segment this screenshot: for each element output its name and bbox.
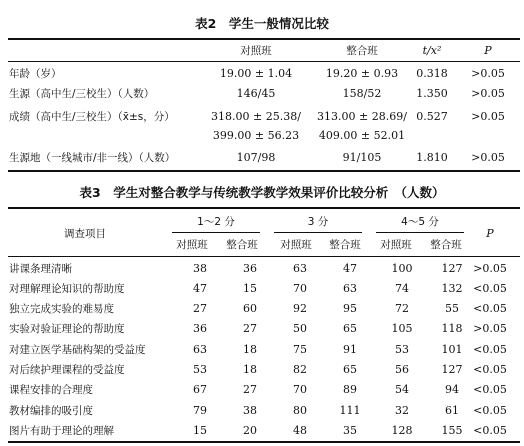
table3-subheader: 对照班 <box>280 239 312 251</box>
table2-cell-p: >0.05 <box>471 87 505 100</box>
table3-bottom-rule <box>8 441 520 443</box>
table3-cell: 55 <box>445 302 459 315</box>
table3-row-label: 对理解理论知识的帮助度 <box>9 283 125 295</box>
table3-cell: 82 <box>293 363 307 376</box>
table3-header-group: 4～5 分 <box>401 216 439 228</box>
table3-cell: 118 <box>441 322 463 335</box>
table3-cell-p: <0.05 <box>473 302 507 315</box>
table3-cell: 18 <box>243 343 257 356</box>
table3-cell: 75 <box>293 343 307 356</box>
table3-cell: 18 <box>243 363 257 376</box>
table3-cell-p: <0.05 <box>473 424 507 437</box>
table3-cell: 70 <box>293 383 307 396</box>
table3-cell: 35 <box>343 424 357 437</box>
table3-cell: 111 <box>339 404 361 417</box>
table3-cell: 74 <box>395 282 409 295</box>
table2-header-t: t/x² <box>422 44 442 57</box>
table2-row-label: 年龄（岁） <box>9 68 62 80</box>
table3-cell: 60 <box>243 302 257 315</box>
table2-cell-integrated: 91/105 <box>342 151 382 164</box>
table3-row-label: 讲课条理清晰 <box>9 263 72 275</box>
table3-subheader: 对照班 <box>176 239 208 251</box>
table2-cell-integrated-line2: 409.00 ± 52.01 <box>318 129 406 142</box>
table3-row-label: 教材编排的吸引度 <box>9 405 93 417</box>
table3-row-label: 独立完成实验的难易度 <box>9 303 114 315</box>
table3-row-label: 实验对验证理论的帮助度 <box>9 323 125 335</box>
table3-cell-p: <0.05 <box>473 363 507 376</box>
table3-cell-p: <0.05 <box>473 404 507 417</box>
table3-cell: 101 <box>441 343 463 356</box>
table3-cell: 53 <box>395 343 409 356</box>
table2-header-integrated: 整合班 <box>346 45 378 57</box>
table3-cell: 56 <box>395 363 409 376</box>
table2-cell-integrated: 313.00 ± 28.69/ <box>317 110 407 123</box>
table3-subheader: 整合班 <box>329 239 361 251</box>
table3-cell: 63 <box>293 262 307 275</box>
table3-cell: 32 <box>395 404 409 417</box>
table2-cell-p: >0.05 <box>471 110 505 123</box>
table3-header-rule <box>8 256 520 257</box>
table2-cell-integrated: 158/52 <box>342 87 382 100</box>
table3-header-p: P <box>486 227 494 240</box>
table2-cell-p: >0.05 <box>471 67 505 80</box>
table3-cell: 47 <box>343 262 357 275</box>
table2-header-control: 对照班 <box>240 45 272 57</box>
table3-group-rule <box>274 232 362 233</box>
table2-header-p: P <box>484 44 492 57</box>
table3-cell: 67 <box>193 383 207 396</box>
table3-cell: 53 <box>193 363 207 376</box>
table3-cell: 128 <box>391 424 413 437</box>
table2-cell-control: 107/98 <box>236 151 276 164</box>
table2-cell-t: 1.350 <box>416 87 448 100</box>
table3-cell-p: >0.05 <box>473 262 507 275</box>
table3-cell: 15 <box>193 424 207 437</box>
table3-cell: 105 <box>391 322 413 335</box>
table3-header-group: 3 分 <box>307 216 329 228</box>
table2-top-rule <box>8 38 520 40</box>
table3-top-rule <box>8 207 520 209</box>
table3-row-label: 图片有助于理论的理解 <box>9 425 114 437</box>
table3-cell: 47 <box>193 282 207 295</box>
table3-cell: 70 <box>293 282 307 295</box>
table3-subheader: 整合班 <box>226 239 258 251</box>
table3-cell-p: <0.05 <box>473 383 507 396</box>
table3-cell: 72 <box>395 302 409 315</box>
table3-cell-p: >0.05 <box>473 322 507 335</box>
table2-header-rule <box>8 61 520 62</box>
table3-subheader: 整合班 <box>430 239 462 251</box>
table3-cell: 95 <box>343 302 357 315</box>
table3-subheader: 对照班 <box>380 239 412 251</box>
table3-cell: 91 <box>343 343 357 356</box>
table2-caption: 表2 学生一般情况比较 <box>195 16 329 31</box>
table3-cell: 127 <box>441 363 463 376</box>
table3-caption: 表3 学生对整合教学与传统教学教学效果评价比较分析 （人数） <box>79 185 445 200</box>
table3-cell: 100 <box>391 262 413 275</box>
table3-cell: 127 <box>441 262 463 275</box>
table2-row-label: 生源（高中生/三校生）（人数） <box>9 88 155 100</box>
table3-header-item: 调查项目 <box>64 228 106 240</box>
table2-cell-p: >0.05 <box>471 151 505 164</box>
table2-cell-control: 146/45 <box>236 87 276 100</box>
table3-cell: 65 <box>343 322 357 335</box>
table3-cell: 20 <box>243 424 257 437</box>
table3-cell: 27 <box>243 322 257 335</box>
table2-cell-control: 318.00 ± 25.38/ <box>211 110 301 123</box>
table2-cell-t: 0.318 <box>416 67 448 80</box>
table2-row-label: 成绩（高中生/三校生）（x̄±s，分） <box>9 111 175 123</box>
table3-cell: 63 <box>343 282 357 295</box>
table2-row-label: 生源地（一线城市/非一线）（人数） <box>9 152 176 164</box>
table3-cell: 38 <box>193 262 207 275</box>
table3-cell: 63 <box>193 343 207 356</box>
table3-group-rule <box>172 232 260 233</box>
table3-cell: 50 <box>293 322 307 335</box>
table3-cell: 15 <box>243 282 257 295</box>
table3-cell: 155 <box>441 424 463 437</box>
table3-cell: 132 <box>441 282 463 295</box>
table3-cell: 80 <box>293 404 307 417</box>
table3-cell: 65 <box>343 363 357 376</box>
table3-cell: 36 <box>193 322 207 335</box>
table2-cell-control: 19.00 ± 1.04 <box>219 67 293 80</box>
table3-cell: 38 <box>243 404 257 417</box>
table3-cell: 36 <box>243 262 257 275</box>
table3-header-group: 1～2 分 <box>197 216 235 228</box>
table2-cell-control-line2: 399.00 ± 56.23 <box>212 129 300 142</box>
table3-cell: 89 <box>343 383 357 396</box>
table3-cell: 61 <box>445 404 459 417</box>
table2-cell-t: 1.810 <box>416 151 448 164</box>
table3-cell: 48 <box>293 424 307 437</box>
table2-cell-integrated: 19.20 ± 0.93 <box>325 67 399 80</box>
table3-cell: 94 <box>445 383 459 396</box>
table3-cell-p: <0.05 <box>473 343 507 356</box>
table3-cell: 79 <box>193 404 207 417</box>
table3-cell-p: <0.05 <box>473 282 507 295</box>
table3-row-label: 对后续护理课程的受益度 <box>9 364 125 376</box>
table2-bottom-rule <box>8 170 520 172</box>
table3-cell: 92 <box>293 302 307 315</box>
table2-cell-t: 0.527 <box>416 110 448 123</box>
table3-group-rule <box>376 232 464 233</box>
table3-cell: 27 <box>243 383 257 396</box>
table3-cell: 54 <box>395 383 409 396</box>
table3-row-label: 对建立医学基础构架的受益度 <box>9 344 146 356</box>
table3-row-label: 课程安排的合理度 <box>9 384 93 396</box>
table3-cell: 27 <box>193 302 207 315</box>
